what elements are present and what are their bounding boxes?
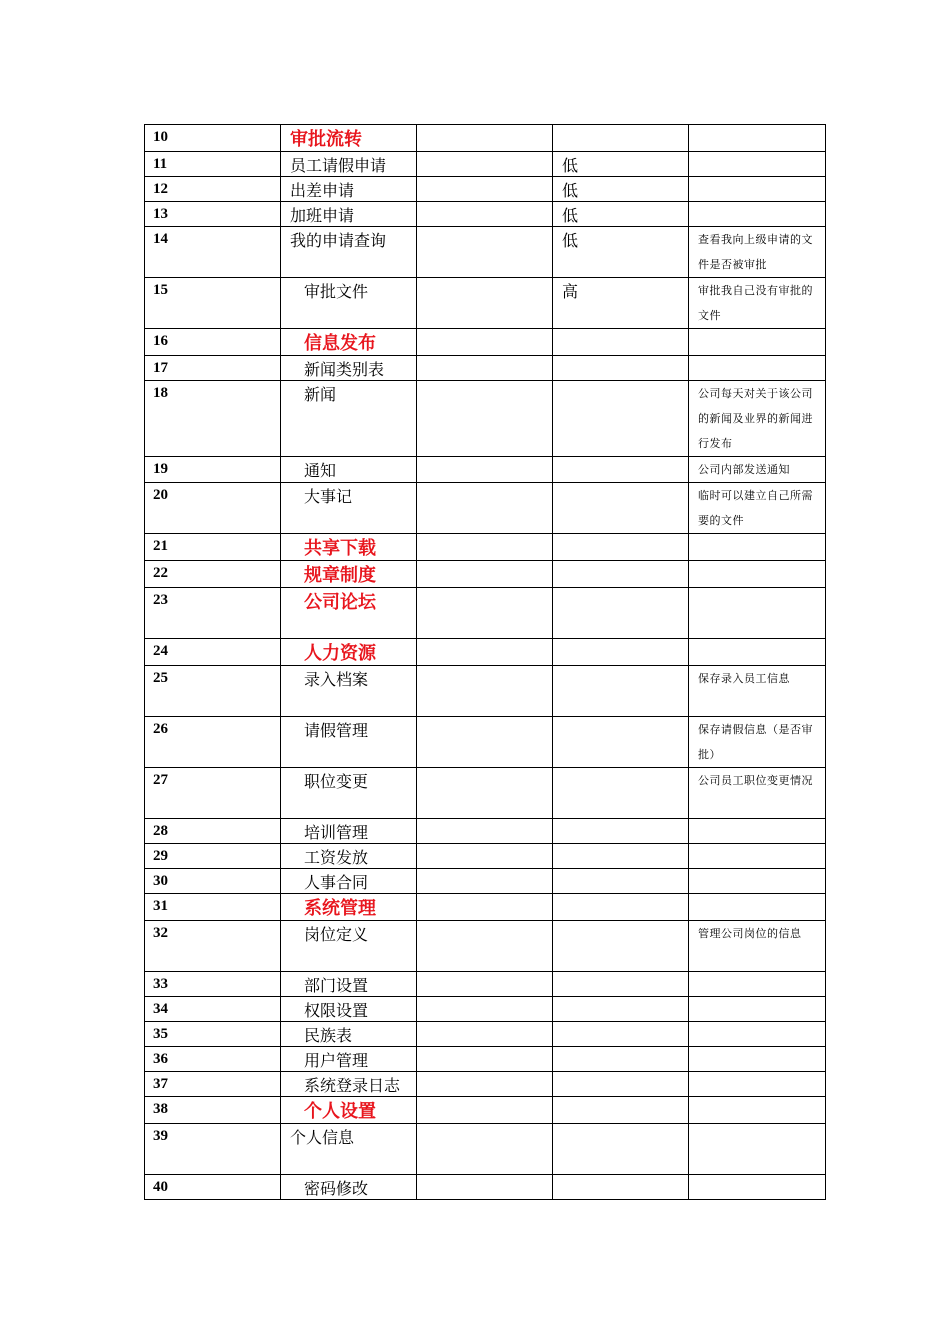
row-number-cell: 29 xyxy=(145,844,281,869)
table-row xyxy=(145,177,826,202)
row-number-cell: 24 xyxy=(145,639,281,666)
function-name-cell: 部门设置 xyxy=(281,972,417,997)
table-row xyxy=(145,894,826,921)
note-cell xyxy=(689,972,826,997)
requirements-table xyxy=(144,124,826,1200)
blank-cell xyxy=(417,972,553,997)
row-number-cell: 16 xyxy=(145,329,281,356)
table-row xyxy=(145,227,826,278)
table-row xyxy=(145,997,826,1022)
function-name-cell: 工资发放 xyxy=(281,844,417,869)
blank-cell xyxy=(417,329,553,356)
row-number-cell: 19 xyxy=(145,457,281,483)
note-cell: 审批我自己没有审批的文件 xyxy=(689,278,826,329)
table-row xyxy=(145,1022,826,1047)
priority-cell xyxy=(553,869,689,894)
table-row xyxy=(145,921,826,972)
table-row xyxy=(145,768,826,819)
priority-cell xyxy=(553,972,689,997)
priority-cell: 低 xyxy=(553,227,689,278)
priority-cell xyxy=(553,534,689,561)
priority-cell xyxy=(553,844,689,869)
note-cell xyxy=(689,1097,826,1124)
blank-cell xyxy=(417,997,553,1022)
note-cell xyxy=(689,819,826,844)
section-title-cell: 个人设置 xyxy=(281,1097,417,1124)
row-number-cell: 10 xyxy=(145,125,281,152)
note-cell: 查看我向上级申请的文件是否被审批 xyxy=(689,227,826,278)
function-name-cell: 职位变更 xyxy=(281,768,417,819)
note-cell xyxy=(689,869,826,894)
note-cell xyxy=(689,125,826,152)
function-name-cell: 大事记 xyxy=(281,483,417,534)
table-row xyxy=(145,152,826,177)
function-name-cell: 人事合同 xyxy=(281,869,417,894)
table-row xyxy=(145,972,826,997)
row-number-cell: 30 xyxy=(145,869,281,894)
function-name-cell: 我的申请查询 xyxy=(281,227,417,278)
priority-cell xyxy=(553,381,689,457)
table-row xyxy=(145,666,826,717)
function-name-cell: 民族表 xyxy=(281,1022,417,1047)
blank-cell xyxy=(417,1175,553,1200)
row-number-cell: 25 xyxy=(145,666,281,717)
blank-cell xyxy=(417,921,553,972)
priority-cell xyxy=(553,997,689,1022)
section-title-cell: 公司论坛 xyxy=(281,588,417,639)
row-number-cell: 23 xyxy=(145,588,281,639)
row-number-cell: 33 xyxy=(145,972,281,997)
table-row xyxy=(145,381,826,457)
row-number-cell: 38 xyxy=(145,1097,281,1124)
priority-cell xyxy=(553,1047,689,1072)
blank-cell xyxy=(417,844,553,869)
function-name-cell: 新闻类别表 xyxy=(281,356,417,381)
priority-cell xyxy=(553,717,689,768)
note-cell xyxy=(689,356,826,381)
note-cell xyxy=(689,997,826,1022)
section-title-cell: 信息发布 xyxy=(281,329,417,356)
note-cell xyxy=(689,329,826,356)
priority-cell: 低 xyxy=(553,152,689,177)
function-name-cell: 员工请假申请 xyxy=(281,152,417,177)
table-row xyxy=(145,457,826,483)
note-cell: 公司内部发送通知 xyxy=(689,457,826,483)
priority-cell xyxy=(553,588,689,639)
row-number-cell: 36 xyxy=(145,1047,281,1072)
function-name-cell: 审批文件 xyxy=(281,278,417,329)
row-number-cell: 18 xyxy=(145,381,281,457)
table-row xyxy=(145,1047,826,1072)
priority-cell xyxy=(553,1175,689,1200)
table-row xyxy=(145,588,826,639)
blank-cell xyxy=(417,666,553,717)
row-number-cell: 21 xyxy=(145,534,281,561)
note-cell: 保存请假信息（是否审批） xyxy=(689,717,826,768)
table-row xyxy=(145,1175,826,1200)
table-row xyxy=(145,1072,826,1097)
priority-cell xyxy=(553,356,689,381)
table-row xyxy=(145,278,826,329)
blank-cell xyxy=(417,381,553,457)
table-row xyxy=(145,819,826,844)
function-name-cell: 新闻 xyxy=(281,381,417,457)
note-cell: 临时可以建立自己所需要的文件 xyxy=(689,483,826,534)
blank-cell xyxy=(417,457,553,483)
row-number-cell: 12 xyxy=(145,177,281,202)
row-number-cell: 20 xyxy=(145,483,281,534)
note-cell xyxy=(689,844,826,869)
blank-cell xyxy=(417,177,553,202)
priority-cell: 高 xyxy=(553,278,689,329)
priority-cell xyxy=(553,483,689,534)
row-number-cell: 17 xyxy=(145,356,281,381)
table-row xyxy=(145,1124,826,1175)
priority-cell xyxy=(553,1097,689,1124)
note-cell: 管理公司岗位的信息 xyxy=(689,921,826,972)
note-cell xyxy=(689,639,826,666)
row-number-cell: 22 xyxy=(145,561,281,588)
row-number-cell: 37 xyxy=(145,1072,281,1097)
section-title-cell: 人力资源 xyxy=(281,639,417,666)
blank-cell xyxy=(417,639,553,666)
row-number-cell: 15 xyxy=(145,278,281,329)
function-name-cell: 系统登录日志 xyxy=(281,1072,417,1097)
priority-cell xyxy=(553,894,689,921)
blank-cell xyxy=(417,227,553,278)
note-cell xyxy=(689,588,826,639)
row-number-cell: 35 xyxy=(145,1022,281,1047)
function-name-cell: 密码修改 xyxy=(281,1175,417,1200)
note-cell: 公司员工职位变更情况 xyxy=(689,768,826,819)
row-number-cell: 13 xyxy=(145,202,281,227)
note-cell xyxy=(689,561,826,588)
note-cell xyxy=(689,1072,826,1097)
row-number-cell: 39 xyxy=(145,1124,281,1175)
priority-cell xyxy=(553,768,689,819)
function-name-cell: 个人信息 xyxy=(281,1124,417,1175)
function-name-cell: 培训管理 xyxy=(281,819,417,844)
blank-cell xyxy=(417,356,553,381)
table-row xyxy=(145,844,826,869)
priority-cell xyxy=(553,329,689,356)
table-row xyxy=(145,717,826,768)
note-cell xyxy=(689,1124,826,1175)
section-title-cell: 系统管理 xyxy=(281,894,417,921)
function-name-cell: 通知 xyxy=(281,457,417,483)
blank-cell xyxy=(417,278,553,329)
function-name-cell: 出差申请 xyxy=(281,177,417,202)
table-row xyxy=(145,639,826,666)
blank-cell xyxy=(417,483,553,534)
function-name-cell: 用户管理 xyxy=(281,1047,417,1072)
row-number-cell: 34 xyxy=(145,997,281,1022)
priority-cell: 低 xyxy=(553,202,689,227)
function-name-cell: 录入档案 xyxy=(281,666,417,717)
blank-cell xyxy=(417,202,553,227)
section-title-cell: 规章制度 xyxy=(281,561,417,588)
priority-cell: 低 xyxy=(553,177,689,202)
note-cell: 保存录入员工信息 xyxy=(689,666,826,717)
table-row xyxy=(145,356,826,381)
note-cell xyxy=(689,1175,826,1200)
priority-cell xyxy=(553,639,689,666)
note-cell: 公司每天对关于该公司的新闻及业界的新闻进行发布 xyxy=(689,381,826,457)
table-row xyxy=(145,483,826,534)
priority-cell xyxy=(553,1124,689,1175)
table-row xyxy=(145,534,826,561)
function-name-cell: 岗位定义 xyxy=(281,921,417,972)
table-row xyxy=(145,1097,826,1124)
function-name-cell: 权限设置 xyxy=(281,997,417,1022)
blank-cell xyxy=(417,152,553,177)
note-cell xyxy=(689,1022,826,1047)
note-cell xyxy=(689,152,826,177)
row-number-cell: 27 xyxy=(145,768,281,819)
table-row xyxy=(145,125,826,152)
priority-cell xyxy=(553,457,689,483)
blank-cell xyxy=(417,1072,553,1097)
row-number-cell: 26 xyxy=(145,717,281,768)
section-title-cell: 审批流转 xyxy=(281,125,417,152)
function-name-cell: 请假管理 xyxy=(281,717,417,768)
blank-cell xyxy=(417,561,553,588)
priority-cell xyxy=(553,125,689,152)
blank-cell xyxy=(417,1047,553,1072)
row-number-cell: 40 xyxy=(145,1175,281,1200)
blank-cell xyxy=(417,534,553,561)
priority-cell xyxy=(553,1072,689,1097)
table-row xyxy=(145,202,826,227)
note-cell xyxy=(689,1047,826,1072)
blank-cell xyxy=(417,768,553,819)
blank-cell xyxy=(417,894,553,921)
blank-cell xyxy=(417,588,553,639)
note-cell xyxy=(689,534,826,561)
priority-cell xyxy=(553,666,689,717)
priority-cell xyxy=(553,1022,689,1047)
table-row xyxy=(145,329,826,356)
table-body xyxy=(145,125,826,1200)
blank-cell xyxy=(417,1022,553,1047)
priority-cell xyxy=(553,561,689,588)
note-cell xyxy=(689,894,826,921)
note-cell xyxy=(689,177,826,202)
priority-cell xyxy=(553,819,689,844)
table-row xyxy=(145,561,826,588)
note-cell xyxy=(689,202,826,227)
row-number-cell: 11 xyxy=(145,152,281,177)
blank-cell xyxy=(417,869,553,894)
blank-cell xyxy=(417,1097,553,1124)
blank-cell xyxy=(417,717,553,768)
priority-cell xyxy=(553,921,689,972)
table-row xyxy=(145,869,826,894)
function-name-cell: 加班申请 xyxy=(281,202,417,227)
blank-cell xyxy=(417,125,553,152)
row-number-cell: 14 xyxy=(145,227,281,278)
section-title-cell: 共享下载 xyxy=(281,534,417,561)
blank-cell xyxy=(417,1124,553,1175)
row-number-cell: 31 xyxy=(145,894,281,921)
row-number-cell: 28 xyxy=(145,819,281,844)
blank-cell xyxy=(417,819,553,844)
row-number-cell: 32 xyxy=(145,921,281,972)
